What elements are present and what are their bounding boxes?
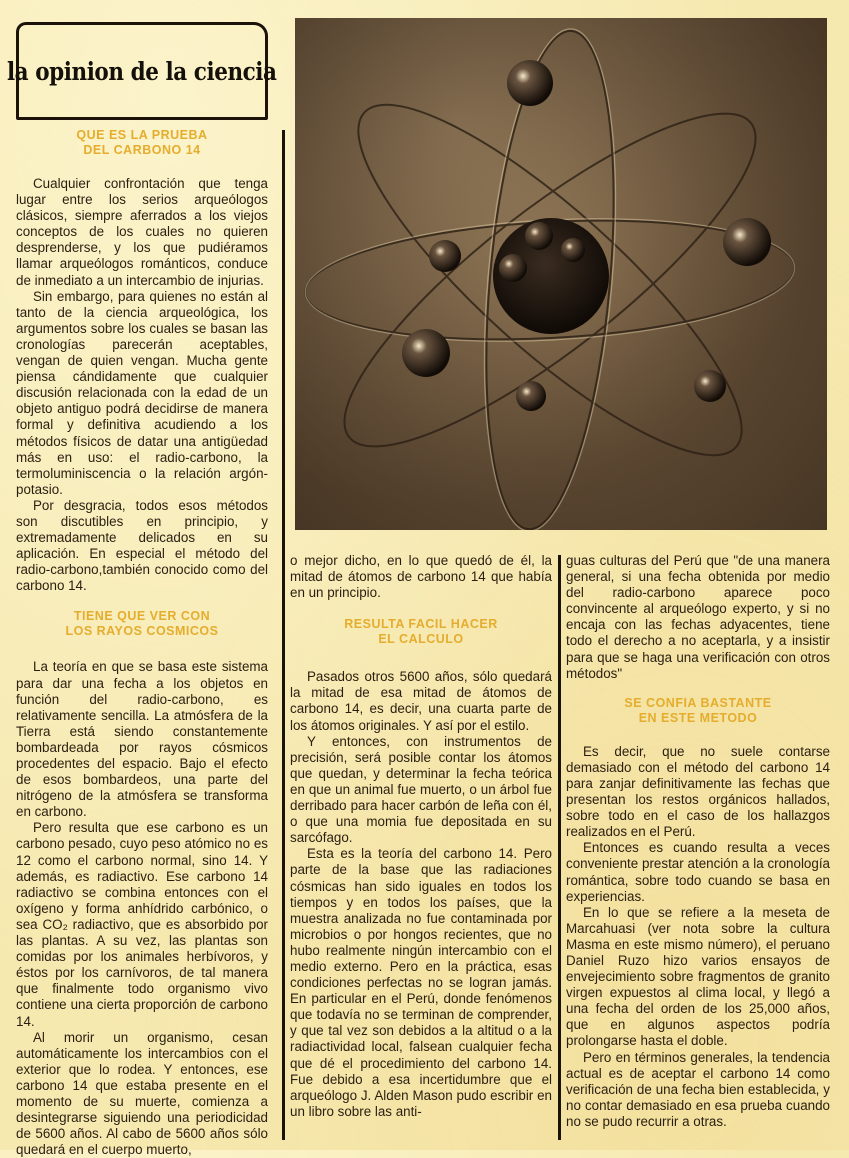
- electron: [694, 370, 726, 402]
- paragraph: guas culturas del Perú que "de una manera general, si una fecha obtenida por medio del radio-carbono aparece poco convincente al arqueólogo experto, y si no encaja con las fechas adyacentes, tiene todo el derecho a no aceptarla, y a insistir para que se haga una verificación con otros métodos": [566, 553, 830, 681]
- atom-model-photo: [295, 18, 827, 530]
- heading-line: TIENE QUE VER CON: [73, 609, 211, 624]
- section-title: la opinion de la ciencia: [7, 56, 277, 86]
- heading-line: RESULTA FACIL HACER: [344, 617, 498, 632]
- heading-line: SE CONFIA BASTANTE: [624, 695, 772, 710]
- paragraph: o mejor dicho, en lo que quedó de él, la mitad de átomos de carbono 14 que había en un principio.: [290, 553, 552, 601]
- paragraph: La teoría en que se basa este sistema para dar una fecha a los objetos en función del radio-carbono, es relativamente sencilla. La atmósfera de la Tierra está siendo constantemente bombardeada por rayos cósmicos procedentes del espacio. Bajo el efecto de esos bombardeos, una parte del nitrógeno de la atmósfera se transforma en carbono.: [16, 659, 268, 820]
- atom-illustration: [295, 18, 827, 530]
- right-column: [566, 553, 830, 1130]
- paragraph: Y entonces, con instrumentos de precisión, será posible contar los átomos que quedan, y determinar la fecha teórica en que un animal fue muerto, o un árbol fue derribado para hacer carbón de leña con él, o que una momia fue depositada en su sarcófago.: [290, 733, 552, 846]
- section-heading: [290, 617, 552, 647]
- section-heading: [566, 696, 830, 726]
- heading-line: EL CALCULO: [378, 632, 464, 647]
- paragraph: Cualquier confrontación que tenga lugar entre los serios arqueólogos clásicos, siempre aferrados a los viejos conceptos de los cuales no quieren desprenderse, y los que pudiéramos llamar arqueólogos románticos, conduce de inmediato a un intercambio de injurias.: [16, 176, 268, 288]
- electron: [723, 218, 771, 266]
- column-divider: [558, 555, 561, 1140]
- electron: [429, 240, 461, 272]
- heading-line: EN ESTE METODO: [638, 710, 758, 725]
- heading-line: LOS RAYOS COSMICOS: [65, 624, 219, 639]
- paragraph: Pero resulta que ese carbono es un carbono pesado, cuyo peso atómico no es 12 como el carbono normal, sino 14. Y además, es radiactivo. Ese carbono 14 radiactivo se combina entonces con el oxígeno y forma anhídrido carbónico, o sea CO₂ radiactivo, que es absorbido por las plantas. A su vez, las plantas son comidas por los animales herbívoros, y éstos por los carnívoros, de tal manera que finalmente todo organismo vivo contiene una cierta proporción de carbono 14.: [16, 820, 268, 1029]
- middle-column: [290, 553, 552, 1120]
- paragraph: Entonces es cuando resulta a veces conveniente prestar atención a la cronología romántica, sobre todo cuando se basa en experiencias.: [566, 840, 830, 904]
- electron: [402, 329, 450, 377]
- column-divider: [282, 130, 285, 1140]
- heading-line: DEL CARBONO 14: [83, 143, 201, 157]
- electron: [507, 60, 553, 106]
- paragraph: Por desgracia, todos esos métodos son discutibles en principio, y extremadamente delicados en su aplicación. En especial el método del radio-carbono,también conocido como del carbono 14.: [16, 497, 268, 594]
- section-heading: [16, 609, 268, 639]
- paragraph: Esta es la teoría del carbono 14. Pero parte de la base que las radiaciones cósmicas han sido iguales en todos los tiempos y en todos los países, que la muestra analizada no fue contaminada por microbios o por hongos recientes, que no hubo realmente ningún intercambio con el medio externo. Pero en la práctica, esas condiciones perfectas no se logran jamás. En particular en el Perú, donde fenómenos que todavía no se terminan de comprender, y que tal vez son debidos a la altitud o a la radiactividad local, falsean cualquier fecha que dé el procedimiento del carbono 14. Fue debido a esa incertidumbre que el arqueólogo J. Alden Mason pudo escribir en un libro sobre las anti-: [290, 846, 552, 1119]
- paragraph: En lo que se refiere a la meseta de Marcahuasi (ver nota sobre la cultura Masma en este mismo número), el peruano Daniel Ruzo hizo varios ensayos de envejecimiento sobre fragmentos de granito virgen expuestos al clima local, y llegó a una fecha del orden de los 25,000 años, que en algunos aspectos podría prolongarse hasta el doble.: [566, 904, 830, 1049]
- heading-line: QUE ES LA PRUEBA: [76, 128, 208, 142]
- paragraph: Al morir un organismo, cesan automáticamente los intercambios con el exterior que lo rodea. Y entonces, ese carbono 14 que estaba presente en el momento de su muerte, comienza a desintegrarse siguiendo una periodicidad de 5600 años. Al cabo de 5600 años sólo quedará en el cuerpo muerto,: [16, 1029, 268, 1158]
- paragraph: Pero en términos generales, la tendencia actual es de aceptar el carbono 14 como verificación de una fecha bien establecida, y no contar demasiado en esa prueba cuando no se pudo recurrir a otras.: [566, 1049, 830, 1129]
- section-title-box: [7, 22, 277, 120]
- paragraph: Es decir, que no suele contarse demasiado con el método del carbono 14 para zanjar definitivamente las fechas que presentan los restos orgánicos hallados, sobre todo en el caso de los hallazgos realizados en el Perú.: [566, 743, 830, 840]
- section-heading: [16, 128, 268, 158]
- left-column: [16, 128, 268, 1158]
- paragraph: Pasados otros 5600 años, sólo quedará la mitad de esa mitad de átomos de carbono 14, es decir, una cuarta parte de los átomos originales. Y así por el estilo.: [290, 669, 552, 733]
- paragraph: Sin embargo, para quienes no están al tanto de la ciencia arqueológica, los argumentos sobre los cuales se basan las cronologías parecerán aceptables, vengan de quien vengan. Mucha gente piensa cándidamente que cualquier discusión relacionada con la edad de un objeto antiguo podrá decidirse de manera formal y definitiva acudiendo a los métodos físicos de datar una antigüedad más en uso: el radio-carbono, la termoluminiscencia o la relación argón-potasio.: [16, 288, 268, 497]
- electron: [516, 381, 546, 411]
